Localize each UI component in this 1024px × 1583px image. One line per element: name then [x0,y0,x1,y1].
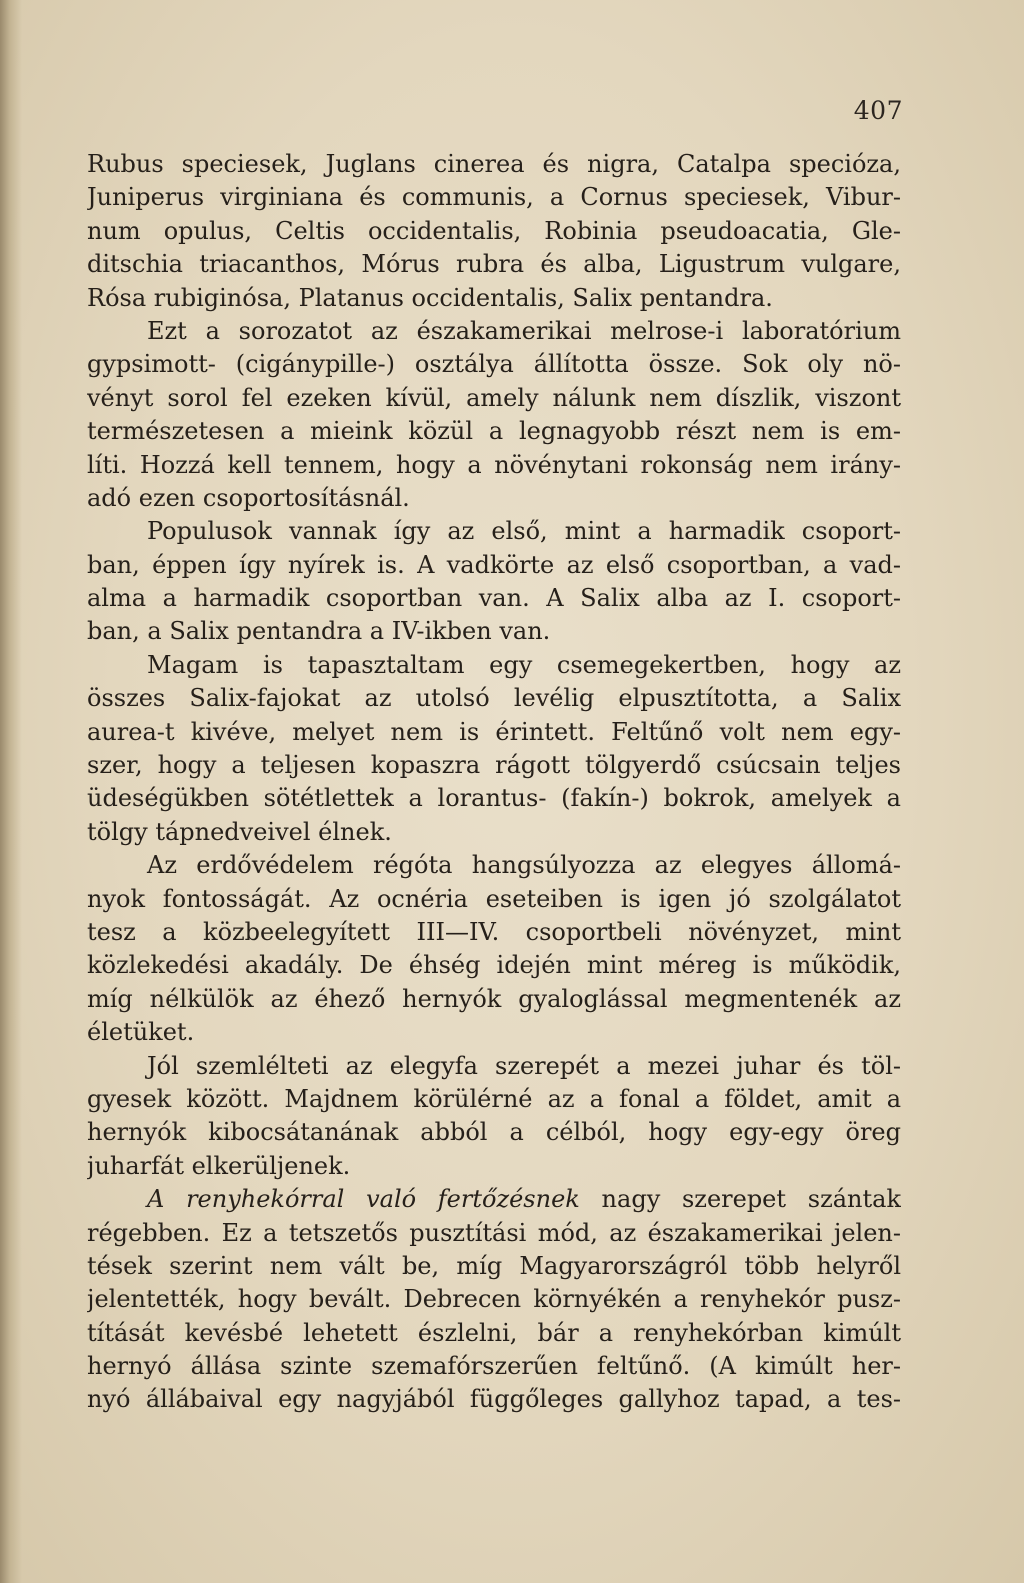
text-line: míg nélkülök az éhező hernyók gyaloglással megmentenék az [87,984,901,1013]
text-line: num opulus, Celtis occidentalis, Robinia pseudoacatia, Gle- [87,216,901,245]
text-line: ban, a Salix pentandra a IV-ikben van. [87,617,551,646]
text-line: líti. Hozzá kell tennem, hogy a növénytani rokonság nem irány- [87,450,901,479]
page-number: 407 [853,96,903,125]
text-line: életüket. [87,1018,195,1047]
text-line: szer, hogy a teljesen kopaszra rágott tölgyerdő csúcsain teljes [87,751,901,780]
text-line: nyó állábaival egy nagyjából függőleges gallyhoz tapad, a tes- [87,1385,901,1414]
text-line [87,1183,901,1216]
text-line: aurea-t kivéve, melyet nem is érintett. Feltűnő volt nem egy- [87,717,901,746]
text-line: ban, éppen így nyírek is. A vadkörte az első csoportban, a vad- [87,550,901,579]
text-line: adó ezen csoportosításnál. [87,483,410,512]
text-line: títását kevésbé lehetett észlelni, bár a renyhekórban kimúlt [87,1318,901,1347]
body-text [87,148,901,1417]
text-line: tölgy tápnedveivel élnek. [87,817,392,846]
text-line: Rósa rubiginósa, Platanus occidentalis, Salix pentandra. [87,283,773,312]
text-line: Jól szemlélteti az elegyfa szerepét a mezei juhar és töl- [147,1051,901,1080]
text-line: Populusok vannak így az első, mint a harmadik csoport- [147,517,901,546]
text-line: gypsimott- (cigánypille-) osztálya állította össze. Sok oly nö- [87,350,901,379]
text-line: összes Salix-fajokat az utolsó levélig elpusztította, a Salix [87,684,901,713]
italic-phrase: A renyhekórral való fertőzésnek [147,1185,580,1214]
text-line: tesz a közbeelegyített III—IV. csoportbeli növényzet, mint [87,917,901,946]
text-line: Magam is tapasztaltam egy csemegekertben, hogy az [147,650,901,679]
text-line: nyok fontosságát. Az ocnéria eseteiben is igen jó szolgálatot [87,884,901,913]
text-line: természetesen a mieink közül a legnagyobb részt nem is em- [87,417,901,446]
binding-shadow [0,0,22,1583]
text-line: gyesek között. Majdnem körülérné az a fonal a földet, amit a [87,1084,901,1113]
text-line: vényt sorol fel ezeken kívül, amely nálunk nem díszlik, viszont [87,383,901,412]
text-line: juharfát elkerüljenek. [87,1151,351,1180]
text-line: tések szerint nem vált be, míg Magyarországról több helyről [87,1251,901,1280]
text-line: hernyó állása szinte szemafórszerűen feltűnő. (A kimúlt her- [87,1352,901,1381]
text-line: üdeségükben sötétlettek a lorantus- (fakín-) bokrok, amelyek a [87,784,901,813]
text-line: ditschia triacanthos, Mórus rubra és alba, Ligustrum vulgare, [87,250,901,279]
text-line: Ezt a sorozatot az északamerikai melrose-i laboratórium [147,316,901,345]
text-line: Az erdővédelem régóta hangsúlyozza az elegyes állomá- [147,851,901,880]
text-line: régebben. Ez a tetszetős pusztítási mód, az északamerikai jelen- [87,1218,901,1247]
text-line: hernyók kibocsátanának abból a célból, hogy egy-egy öreg [87,1118,901,1147]
text-line-rest: nagy szerepet szántak [579,1185,901,1214]
text-line: Juniperus virginiana és communis, a Cornus speciesek, Vibur- [87,183,901,212]
text-line: közlekedési akadály. De éhség idején mint méreg is működik, [87,951,901,980]
text-line: Rubus speciesek, Juglans cinerea és nigra, Catalpa specióza, [87,150,901,178]
text-line: alma a harmadik csoportban van. A Salix alba az I. csoport- [87,584,901,613]
text-line: jelentették, hogy bevált. Debrecen környékén a renyhekór pusz- [87,1285,901,1314]
